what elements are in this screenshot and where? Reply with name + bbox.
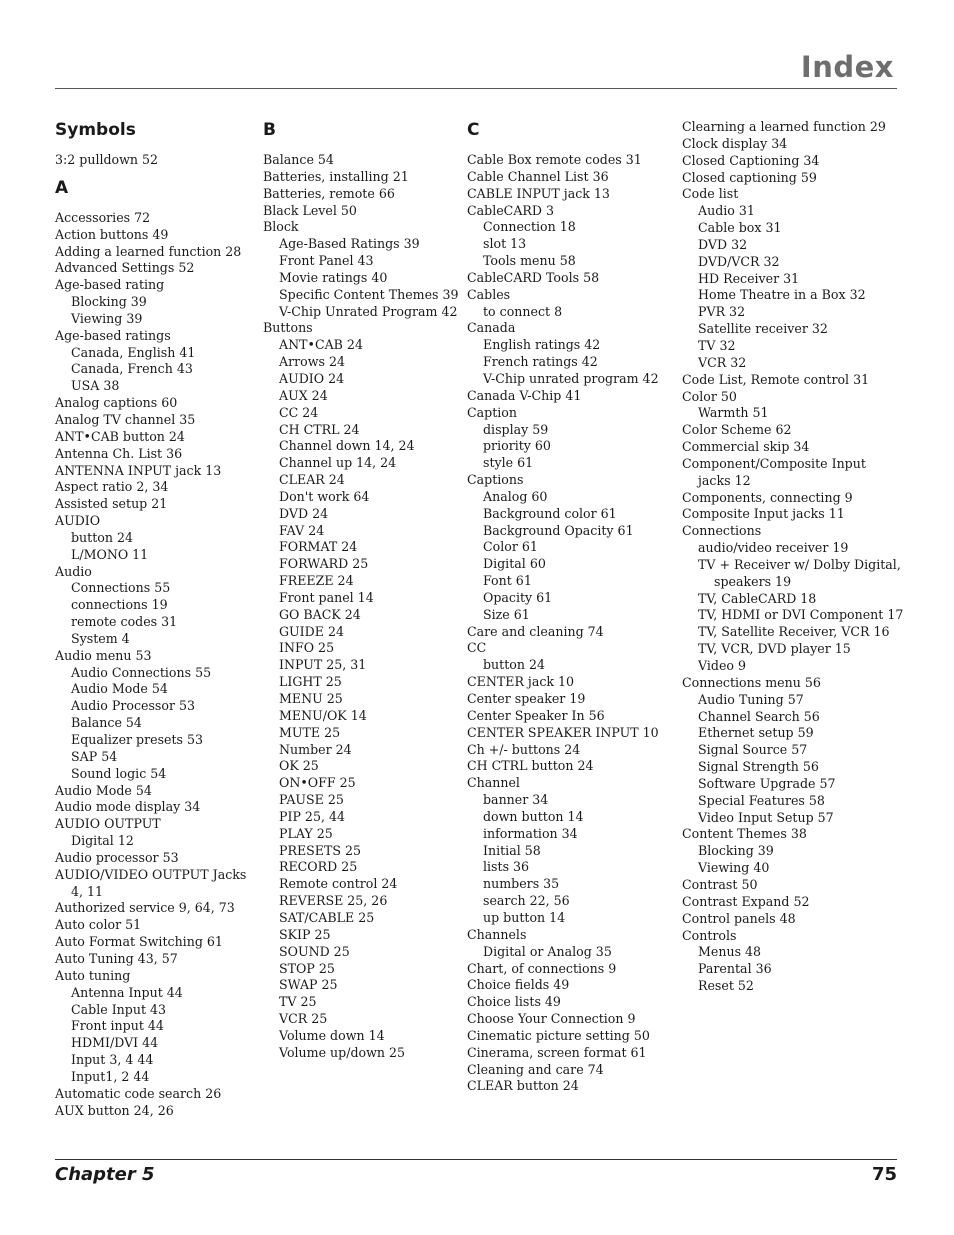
index-entry: Assisted setup 21 [55,496,168,512]
index-column-4 [682,119,902,1003]
index-entry: Antenna Ch. List 36 [55,445,183,461]
index-subentry: GO BACK 24 [279,606,361,622]
index-entry: Care and cleaning 74 [467,623,604,639]
index-entry: CableCARD 3 [467,202,555,218]
index-subentry: MENU/OK 14 [279,707,367,723]
index-subentry: Channel down 14, 24 [279,438,415,454]
index-entry: Connections [682,523,762,539]
index-subentry: TV, Satellite Receiver, VCR 16 [698,624,890,640]
index-subentry: button 24 [71,529,134,545]
index-subentry: Canada, French 43 [71,361,193,377]
index-subentry: TV 25 [279,994,317,1010]
index-subentry: Number 24 [279,741,352,757]
index-subentry: Cable box 31 [698,220,782,236]
index-subentry: V-Chip unrated program 42 [483,370,659,386]
index-subentry: Canada, English 41 [71,344,196,360]
index-subentry: PRESETS 25 [279,842,362,858]
index-subentry: Ethernet setup 59 [698,725,814,741]
index-subentry: INFO 25 [279,640,335,656]
index-subentry: Audio Processor 53 [71,698,196,714]
index-subentry: Remote control 24 [279,876,398,892]
index-entry: Auto Tuning 43, 57 [55,950,178,966]
index-entry: Channel [467,775,520,791]
index-subentry: Volume down 14 [279,1027,385,1043]
index-entry-list [467,152,677,1095]
index-subentry: Blocking 39 [71,294,147,310]
index-entry: Black Level 50 [263,202,357,218]
index-subentry: slot 13 [483,236,527,252]
index-entry: Code list [682,186,739,202]
index-subentry: style 61 [483,455,534,471]
index-entry: Accessories 72 [55,209,151,225]
index-subentry: VCR 25 [279,1011,328,1027]
index-subentry: Satellite receiver 32 [698,321,828,337]
index-entry: Authorized service 9, 64, 73 [55,900,235,916]
index-entry-list [55,210,255,1120]
index-subentry: search 22, 56 [483,893,570,909]
index-entry: Component/Composite Input jacks 12 [682,455,866,488]
index-entry: Control panels 48 [682,910,796,926]
index-subentry: banner 34 [483,792,549,808]
index-entry: Connections menu 56 [682,674,821,690]
index-subentry: SWAP 25 [279,977,338,993]
index-subentry: Input 3, 4 44 [71,1052,154,1068]
index-subentry: ANT•CAB 24 [279,337,363,353]
section-heading: C [467,120,480,140]
index-subentry: DVD 24 [279,505,329,521]
index-subentry: TV + Receiver w/ Dolby Digital, speakers 19 [698,556,901,589]
index-entry: Buttons [263,320,313,336]
index-subentry: Digital 12 [71,833,134,849]
index-entry: Analog captions 60 [55,395,178,411]
index-subentry: remote codes 31 [71,614,178,630]
index-entry: Canada V-Chip 41 [467,387,582,403]
index-entry: Controls [682,927,737,943]
index-subentry: Background color 61 [483,505,617,521]
index-entry: Auto Format Switching 61 [55,934,223,950]
index-subentry: AUX 24 [279,387,328,403]
index-column-3 [467,119,677,1103]
index-subentry: AUDIO 24 [279,370,345,386]
index-subentry: GUIDE 24 [279,623,344,639]
index-entry: Center speaker 19 [467,691,586,706]
index-subentry: Audio 31 [698,203,755,219]
index-subentry: Balance 54 [71,715,142,731]
index-subentry: Video Input Setup 57 [698,809,834,825]
index-subentry: CLEAR 24 [279,472,345,488]
index-column-2 [263,119,461,1070]
index-subentry: display 59 [483,421,549,437]
index-entry: AUDIO [55,513,101,529]
index-subentry: Connection 18 [483,219,576,235]
index-entry: Components, connecting 9 [682,489,853,505]
section-heading: Symbols [55,120,136,140]
index-subentry: Volume up/down 25 [279,1044,406,1060]
index-subentry: audio/video receiver 19 [698,540,849,556]
index-subentry: REVERSE 25, 26 [279,893,388,909]
index-subentry: Channel up 14, 24 [279,455,397,471]
index-entry: Contrast Expand 52 [682,893,810,909]
index-subentry: LIGHT 25 [279,674,342,690]
index-subentry: PAUSE 25 [279,792,344,808]
index-entry: Closed captioning 59 [682,169,817,185]
index-subentry: Viewing 40 [698,860,770,876]
index-subentry: Audio Connections 55 [71,664,212,680]
index-subentry: Don't work 64 [279,488,370,504]
index-entry: AUX button 24, 26 [55,1102,174,1118]
index-subentry: lists 36 [483,859,530,875]
index-subentry: SKIP 25 [279,926,331,942]
index-subentry: Home Theatre in a Box 32 [698,287,866,303]
index-entry: Composite Input jacks 11 [682,506,845,522]
page-title: Index [800,50,894,84]
index-entry: Audio [55,563,92,579]
index-subentry: DVD 32 [698,236,748,252]
index-subentry: Audio Tuning 57 [698,691,804,707]
index-entry: Advanced Settings 52 [55,260,195,276]
index-subentry: Front input 44 [71,1018,164,1034]
index-subentry: Initial 58 [483,842,541,858]
index-subentry: Warmth 51 [698,405,769,421]
index-subentry: System 4 [71,630,130,646]
index-entry: Age-based ratings [55,327,171,343]
index-subentry: CC 24 [279,404,319,420]
index-entry: Block [263,219,299,235]
index-subentry: Special Features 58 [698,792,825,808]
index-entry: Code List, Remote control 31 [682,371,870,387]
index-subentry: VCR 32 [698,354,747,370]
index-subentry: HDMI/DVI 44 [71,1035,159,1051]
index-subentry: Menus 48 [698,944,762,960]
index-entry: Content Themes 38 [682,826,807,842]
index-entry: AUDIO OUTPUT [55,816,161,832]
index-subentry: Front panel 14 [279,589,374,605]
index-entry: CC [467,640,487,656]
index-subentry: Signal Strength 56 [698,759,819,775]
index-entry: Chart, of connections 9 [467,960,617,976]
index-entry: ANT•CAB button 24 [55,428,185,444]
index-column-1 [55,119,255,1127]
index-subentry: FREEZE 24 [279,573,354,589]
index-entry: Captions [467,472,524,488]
index-subentry: Tools menu 58 [483,253,576,269]
index-subentry: Opacity 61 [483,589,553,605]
index-subentry: up button 14 [483,909,566,925]
index-subentry: TV, CableCARD 18 [698,590,817,606]
index-subentry: Channel Search 56 [698,708,820,724]
index-subentry: TV 32 [698,337,736,353]
section-heading: A [55,177,69,198]
index-subentry: Size 61 [483,606,530,622]
index-entry: Contrast 50 [682,876,758,892]
index-subentry: Digital 60 [483,556,546,572]
index-entry: Choice lists 49 [467,994,561,1010]
index-subentry: Age-Based Ratings 39 [279,236,420,252]
index-subentry: Software Upgrade 57 [698,775,836,791]
index-entry: Canada [467,320,516,336]
index-subentry: MENU 25 [279,691,343,706]
index-entry: CH CTRL button 24 [467,758,594,774]
index-entry: Adding a learned function 28 [55,243,242,259]
index-entry: Color Scheme 62 [682,422,792,438]
index-entry: Choose Your Connection 9 [467,1011,636,1027]
index-subentry: PIP 25, 44 [279,808,345,824]
index-subentry: Arrows 24 [279,354,345,370]
section-heading: B [263,120,276,140]
index-subentry: Background Opacity 61 [483,522,634,538]
index-entry: Center Speaker In 56 [467,707,605,723]
index-subentry: Antenna Input 44 [71,984,183,1000]
index-entry-list [682,119,902,995]
index-subentry: connections 19 [71,597,168,613]
index-entry: Clock display 34 [682,135,788,151]
index-subentry: Font 61 [483,573,532,589]
index-entry: Cinerama, screen format 61 [467,1044,647,1060]
chapter-label: Chapter 5 [55,1164,155,1185]
index-subentry: Signal Source 57 [698,742,808,758]
index-subentry: Front Panel 43 [279,253,374,269]
index-entry: CABLE INPUT jack 13 [467,185,610,201]
index-subentry: CH CTRL 24 [279,421,360,437]
index-entry: Audio processor 53 [55,849,179,865]
index-subentry: Sound logic 54 [71,765,167,781]
index-entry: Auto color 51 [55,917,142,933]
index-entry: CENTER jack 10 [467,674,575,690]
index-subentry: HD Receiver 31 [698,270,800,286]
index-subentry: PLAY 25 [279,825,333,841]
index-subentry: Specific Content Themes 39 [279,286,459,302]
index-entry: CENTER SPEAKER INPUT 10 [467,724,659,740]
index-subentry: Cable Input 43 [71,1001,167,1017]
index-subentry: FORWARD 25 [279,556,369,572]
index-subentry: RECORD 25 [279,859,358,875]
index-entry-list [263,152,461,1062]
index-subentry: Blocking 39 [698,843,774,859]
index-entry: Aspect ratio 2, 34 [55,479,169,495]
index-entry: Cables [467,286,511,302]
index-entry: Cleaning and care 74 [467,1061,604,1077]
index-subentry: V-Chip Unrated Program 42 [279,303,458,319]
index-entry: Cable Box remote codes 31 [467,152,642,167]
index-subentry: DVD/VCR 32 [698,253,780,269]
index-subentry: PVR 32 [698,304,746,320]
index-entry: Closed Captioning 34 [682,152,820,168]
index-entry: Clearning a learned function 29 [682,119,886,134]
index-entry: Channels [467,926,527,942]
index-subentry: SAT/CABLE 25 [279,909,375,925]
index-entry: Commercial skip 34 [682,439,810,455]
index-entry: Batteries, installing 21 [263,168,409,184]
index-entry: Batteries, remote 66 [263,185,395,201]
index-subentry: to connect 8 [483,303,563,319]
index-subentry: Connections 55 [71,580,171,596]
index-subentry: TV, VCR, DVD player 15 [698,641,851,657]
index-entry: CableCARD Tools 58 [467,269,600,285]
index-subentry: Video 9 [698,658,747,673]
index-entry: Ch +/- buttons 24 [467,741,581,757]
index-subentry: USA 38 [71,378,120,394]
index-subentry: information 34 [483,825,578,841]
index-entry: Automatic code search 26 [55,1085,222,1101]
index-subentry: SOUND 25 [279,943,350,959]
index-subentry: FAV 24 [279,522,325,538]
index-subentry: Digital or Analog 35 [483,943,612,959]
index-entry: Auto tuning [55,967,131,983]
index-subentry: Color 61 [483,539,538,555]
index-subentry: Input1, 2 44 [71,1068,150,1084]
index-entry: Color 50 [682,388,737,404]
index-subentry: Analog 60 [483,488,548,504]
index-subentry: ON•OFF 25 [279,775,356,791]
index-entry: ANTENNA INPUT jack 13 [55,462,222,478]
index-subentry: Equalizer presets 53 [71,732,204,747]
index-entry: CLEAR button 24 [467,1078,579,1094]
index-entry: Action buttons 49 [55,226,169,242]
index-entry: Audio menu 53 [55,647,152,663]
index-subentry: Audio Mode 54 [71,681,168,697]
index-entry: Choice fields 49 [467,977,570,993]
index-subentry: MUTE 25 [279,724,341,740]
index-entry: Audio mode display 34 [55,799,201,815]
index-subentry: priority 60 [483,438,551,454]
index-entry: AUDIO/VIDEO OUTPUT Jacks 4, 11 [55,866,247,899]
index-entry: 3:2 pulldown 52 [55,152,159,167]
footer-rule [55,1159,897,1160]
index-subentry: button 24 [483,657,546,673]
index-subentry: SAP 54 [71,748,118,764]
index-subentry: L/MONO 11 [71,546,149,562]
header-rule [55,88,897,89]
index-subentry: numbers 35 [483,876,560,892]
index-entry-list [55,152,255,169]
index-subentry: STOP 25 [279,960,335,976]
index-subentry: Viewing 39 [71,310,143,326]
index-entry: Balance 54 [263,152,334,167]
index-entry: Age-based rating [55,277,165,293]
index-entry: Audio Mode 54 [55,782,152,798]
index-entry: Analog TV channel 35 [55,411,196,427]
index-subentry: OK 25 [279,758,319,774]
index-subentry: Movie ratings 40 [279,269,388,285]
page-number: 75 [871,1164,897,1185]
index-subentry: TV, HDMI or DVI Component 17 [698,607,904,623]
index-subentry: down button 14 [483,808,584,824]
index-subentry: Parental 36 [698,961,772,977]
index-entry: Cable Channel List 36 [467,168,609,184]
index-subentry: FORMAT 24 [279,539,358,555]
index-subentry: French ratings 42 [483,354,598,370]
index-entry: Caption [467,404,517,420]
index-entry: Cinematic picture setting 50 [467,1027,650,1043]
index-subentry: Reset 52 [698,978,754,994]
index-subentry: INPUT 25, 31 [279,657,367,673]
index-subentry: English ratings 42 [483,337,601,353]
